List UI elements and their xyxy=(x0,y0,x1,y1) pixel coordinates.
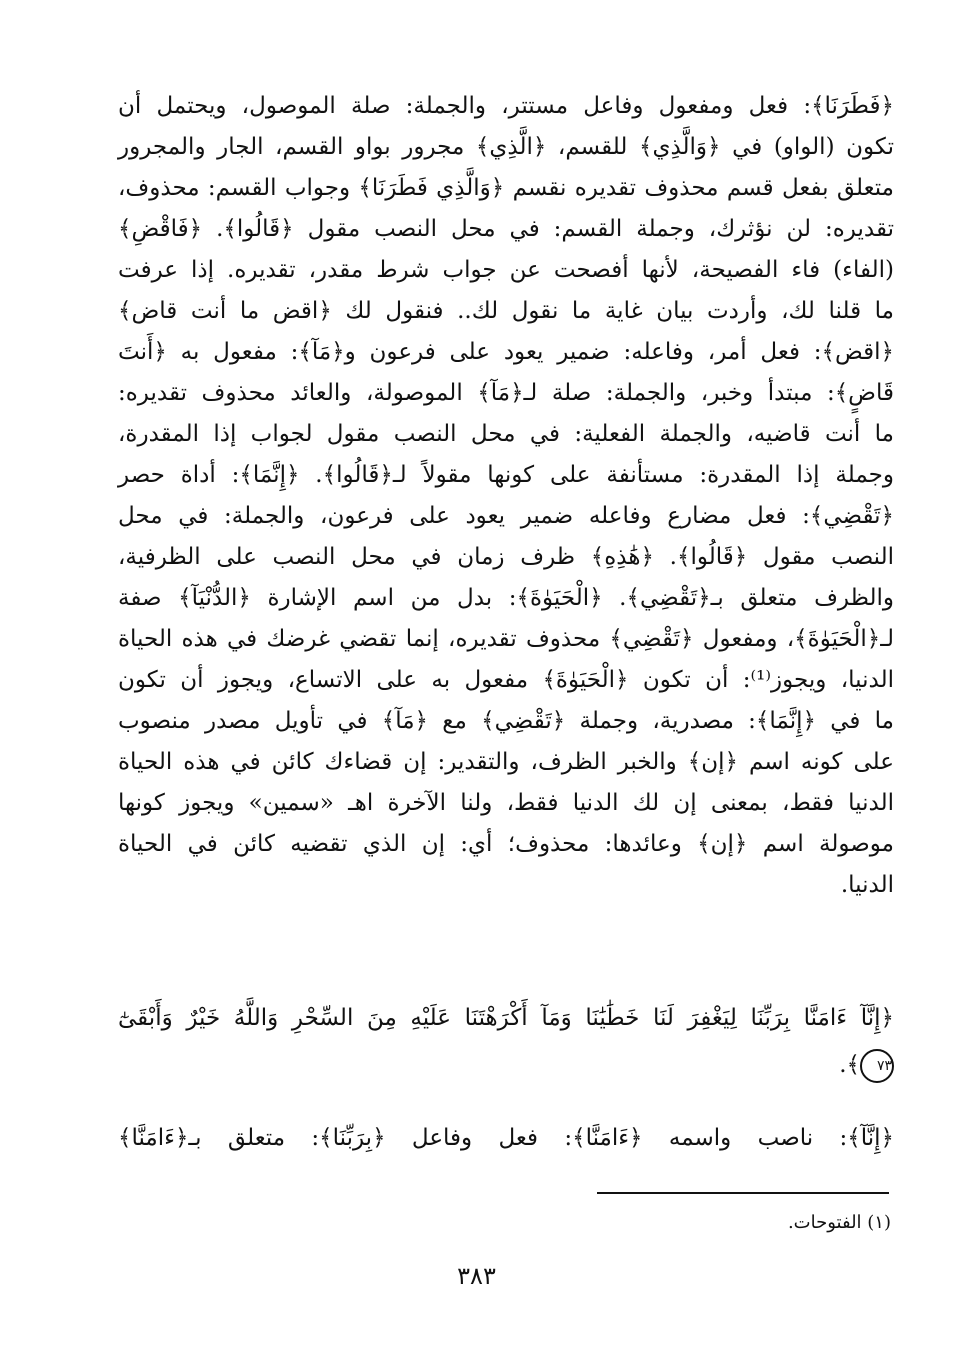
footnote-divider xyxy=(597,1192,889,1194)
text-line: موصولة اسم ﴿إن﴾ وعائدها: محذوف؛ أي: إن الذي تقضيه كائن في الحياة xyxy=(118,831,894,857)
main-text-block xyxy=(118,86,894,906)
ayah-number-marker: ٧٣ xyxy=(860,1049,894,1083)
text-line: ما قلنا لك، وأردت بيان غاية ما نقول لك.. فنقول لك ﴿اقض ما أنت قاض﴾ xyxy=(118,298,894,324)
text-line: والظرف متعلق بـ﴿تَقْضِي﴾. ﴿الْحَيَوٰةَ﴾: بدل من اسم الإشارة ﴿الدُّنْيَآ﴾ صفة xyxy=(118,585,894,611)
text-line: ما أنت قاضيه، والجملة الفعلية: في محل النصب مقول لجواب إذا المقدرة، xyxy=(118,421,894,447)
quran-verse xyxy=(118,995,894,1089)
text-line: النصب مقول ﴿قَالُوا﴾. ﴿هَٰذِهِ﴾ ظرف زمان في محل النصب على الظرفية، xyxy=(118,544,894,570)
text-line: الدنيا فقط، بمعنى إن لك الدنيا فقط، ولنا الآخرة اهـ «سمين» ويجوز كونها xyxy=(118,790,894,816)
text-line: (الفاء) فاء الفصيحة، لأنها أفصحت عن جواب شرط مقدر، تقديره. إذا عرفت xyxy=(118,257,894,283)
text-line: تقديره: لن نؤثرك، وجملة القسم: في محل النصب مقول ﴿قَالُوا﴾. ﴿فَاقْضِ﴾ xyxy=(118,216,894,242)
footnote: (١) الفتوحات. xyxy=(787,1212,891,1233)
text-line: الدنيا. xyxy=(840,872,894,898)
text-line: وجملة إذا المقدرة: مستأنفة على كونها مقولاً لـ﴿قَالُوا﴾. ﴿إِنَّمَا﴾: أداة حصر xyxy=(118,462,894,488)
verse-line-end xyxy=(118,1042,894,1089)
text-line: متعلق بفعل قسم محذوف تقديره نقسم ﴿وَالَّذِي فَطَرَنَا﴾ وجواب القسم: محذوف، xyxy=(118,175,894,201)
verse-line: ﴿إِنَّآ ءَامَنَّا بِرَبِّنَا لِيَغْفِرَ لَنَا خَطَٰيَٰنَا وَمَآ أَكْرَهْتَنَا عَلَيْهِ مِنَ السِّحْرِ وَاللَّهُ خَيْرٌ وَأَبْقَىٰٓ xyxy=(118,1005,894,1031)
text-line: على كونه اسم ﴿إن﴾ والخبر الظرف، والتقدير: إن قضاءك كائن في هذه الحياة xyxy=(118,749,894,775)
text-line: ﴿إِنَّآ﴾: ناصب واسمه ﴿ءَامَنَّا﴾: فعل وفاعل ﴿بِرَبِّنَا﴾: متعلق بـ﴿ءَامَنَّا﴾ xyxy=(118,1125,894,1151)
text-line: ما في ﴿إِنَّمَا﴾: مصدرية، وجملة ﴿تَقْضِي﴾ مع ﴿مَآ﴾ في تأويل مصدر منصوب xyxy=(118,708,894,734)
text-line: ﴿تَقْضِي﴾: فعل مضارع وفاعله ضمير يعود على فرعون، والجملة: في محل xyxy=(118,503,894,529)
text-line: لـ﴿الْحَيَوٰةَ﴾، ومفعول ﴿تَقْضِي﴾ محذوف تقديره، إنما تقضي غرضك في هذه الحياة xyxy=(118,626,894,652)
grammar-analysis xyxy=(118,1118,894,1159)
verse-closing: ﴾. xyxy=(839,1052,860,1078)
page-number: ٣٨٣ xyxy=(457,1262,496,1290)
text-line: الدنيا، ويجوز⁽¹⁾: أن تكون ﴿الْحَيَوٰةَ﴾ مفعول به على الاتساع، ويجوز أن تكون xyxy=(118,667,894,693)
text-line: تكون (الواو) في ﴿وَالَّذِي﴾ للقسم، ﴿الَّذِي﴾ مجرور بواو القسم، الجار والمجرور xyxy=(118,134,894,160)
text-line: ﴿فَطَرَنَا﴾: فعل ومفعول وفاعل مستتر، والجملة: صلة الموصول، ويحتمل أن xyxy=(118,93,894,119)
text-line: قَاضٍ﴾: مبتدأ وخبر، والجملة: صلة لـ﴿مَآ﴾ الموصولة، والعائد محذوف تقديره: xyxy=(118,380,894,406)
text-line: ﴿اقض﴾: فعل أمر، وفاعله: ضمير يعود على فرعون و﴿مَآ﴾: مفعول به ﴿أَنتَ xyxy=(118,339,894,365)
